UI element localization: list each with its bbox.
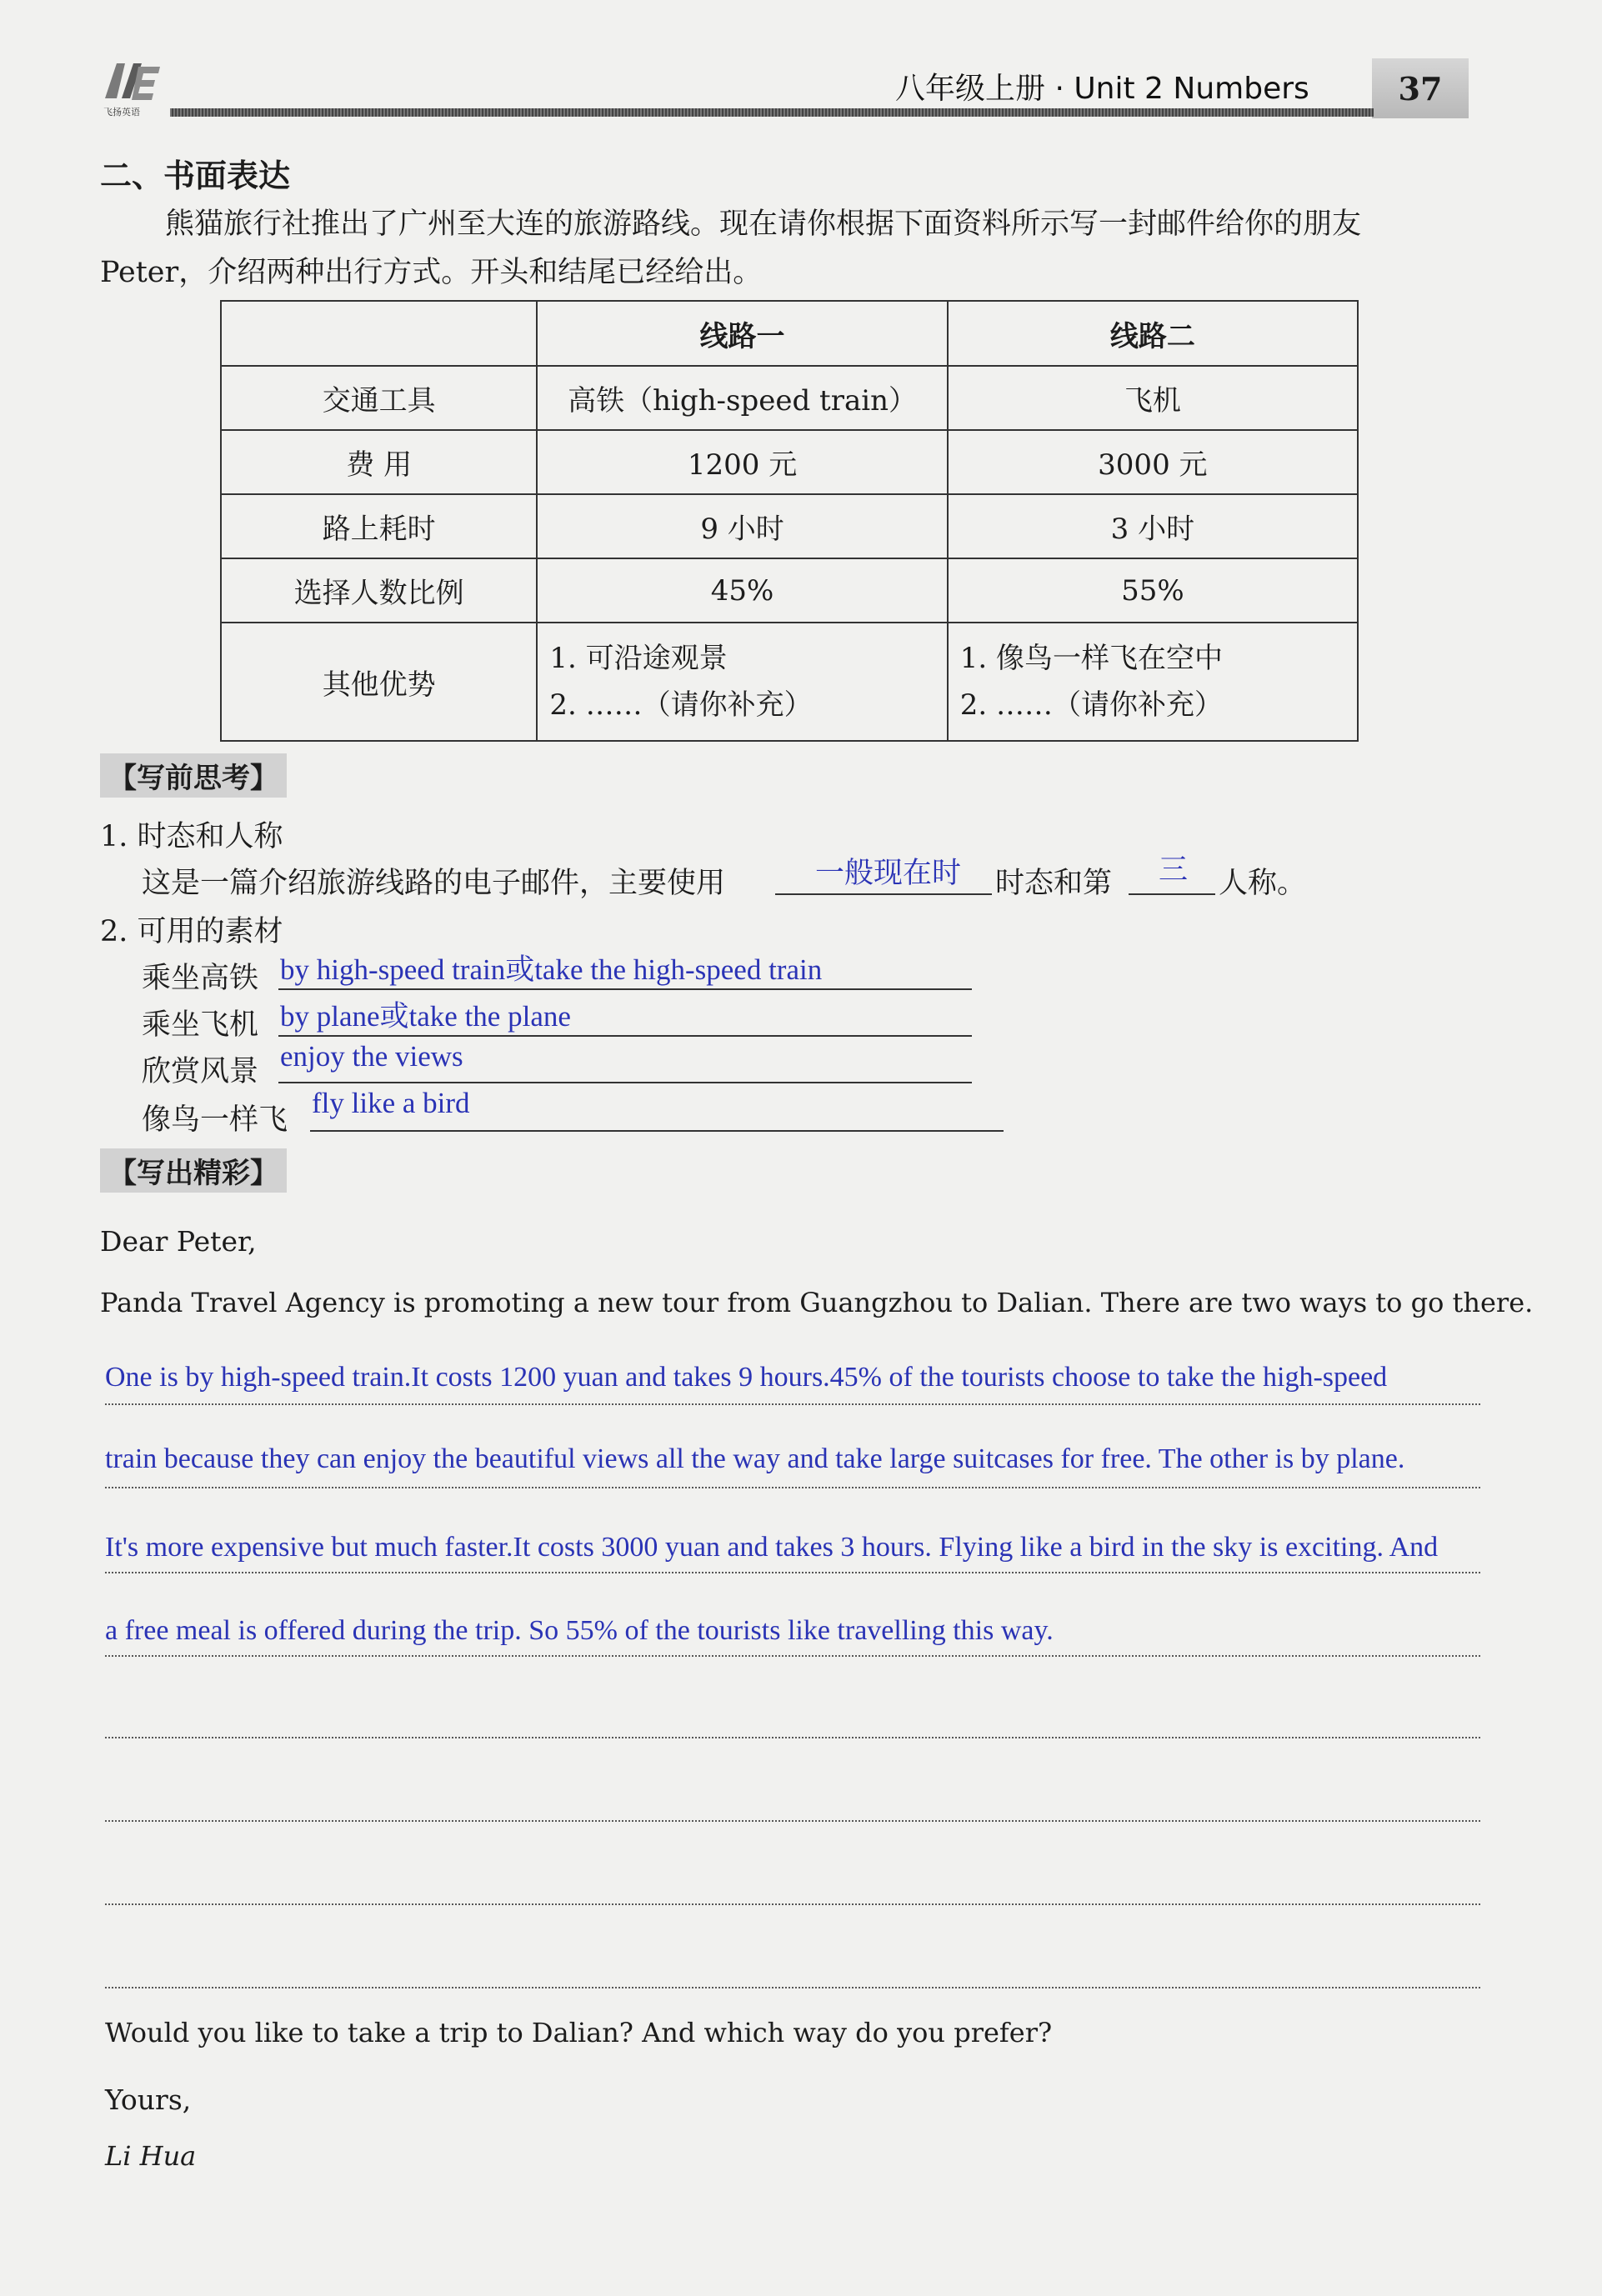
book-logo-icon — [100, 57, 167, 107]
table-row — [221, 430, 1358, 494]
q1-text-b: 时态和第 — [995, 867, 1113, 900]
material-blank[interactable] — [278, 988, 972, 990]
material-answer: enjoy the views — [280, 1040, 463, 1073]
material-cn: 乘坐飞机 — [142, 1008, 259, 1042]
section-title: 二、书面表达 — [100, 157, 291, 194]
letter-greeting: Dear Peter, — [100, 1225, 257, 1258]
header-rule — [170, 108, 1374, 117]
q1-text-c: 人称。 — [1219, 867, 1307, 900]
row-label: 选择人数比例 — [221, 558, 537, 623]
intro-line-2: Peter，介绍两种出行方式。开头和结尾已经给出。 — [100, 256, 763, 289]
tense-answer: 一般现在时 — [815, 857, 962, 889]
table-header-cell — [221, 301, 537, 366]
material-blank[interactable] — [278, 1035, 972, 1037]
row-label: 其他优势 — [221, 623, 537, 741]
logo-text: 飞扬英语 — [103, 107, 140, 118]
writing-line[interactable] — [105, 1572, 1480, 1573]
material-cn: 乘坐高铁 — [142, 962, 259, 995]
writing-tag: 【写出精彩】 — [100, 1148, 287, 1193]
material-blank[interactable] — [310, 1130, 1004, 1132]
table-row — [221, 366, 1358, 430]
route1-cell: 45% — [537, 558, 947, 623]
route2-cell: 55% — [948, 558, 1358, 623]
writing-line[interactable] — [105, 1655, 1480, 1657]
route1-cell: 高铁（high-speed train） — [537, 366, 947, 430]
intro-line-1: 熊猫旅行社推出了广州至大连的旅游路线。现在请你根据下面资料所示写一封邮件给你的朋友 — [165, 208, 1362, 241]
table-header-cell: 线路二 — [948, 301, 1358, 366]
q2-title: 2. 可用的素材 — [100, 915, 283, 948]
row-label: 交通工具 — [221, 366, 537, 430]
route1-advantages — [537, 623, 947, 741]
material-blank[interactable] — [278, 1082, 972, 1083]
material-cn: 欣赏风景 — [142, 1055, 259, 1088]
answer-line: train because they can enjoy the beautiful views all the way and take large suitcases for free. The other is by plane. — [105, 1443, 1405, 1474]
letter-sign-off: Yours, — [105, 2083, 192, 2116]
route1-cell: 9 小时 — [537, 494, 947, 558]
advantage-item: 1. 可沿途观景 — [549, 642, 728, 675]
advantage-item: 2. ……（请你补充） — [959, 688, 1223, 722]
route-comparison-table — [220, 300, 1359, 742]
page-number: 37 — [1372, 58, 1469, 118]
letter-signature: Li Hua — [105, 2140, 197, 2172]
writing-line[interactable] — [105, 1487, 1480, 1488]
writing-line[interactable] — [105, 1820, 1480, 1822]
route1-cell: 1200 元 — [537, 430, 947, 494]
route2-cell: 3 小时 — [948, 494, 1358, 558]
table-row — [221, 494, 1358, 558]
advantage-item: 1. 像鸟一样飞在空中 — [959, 642, 1223, 675]
route2-advantages — [948, 623, 1358, 741]
letter-closing-question: Would you like to take a trip to Dalian? And which way do you prefer? — [105, 2017, 1053, 2048]
route2-cell: 飞机 — [948, 366, 1358, 430]
q1-text-a: 这是一篇介绍旅游线路的电子邮件，主要使用 — [142, 867, 726, 900]
material-cn: 像鸟一样飞 — [142, 1103, 288, 1137]
material-answer: fly like a bird — [312, 1087, 470, 1119]
answer-line: One is by high-speed train.It costs 1200 yuan and takes 9 hours.45% of the tourists choose to take the high-speed — [105, 1362, 1388, 1393]
writing-line[interactable] — [105, 1903, 1480, 1905]
publisher-logo — [100, 57, 167, 120]
q1-title: 1. 时态和人称 — [100, 820, 283, 853]
letter-opening: Panda Travel Agency is promoting a new tour from Guangzhou to Dalian. There are two ways to go there. — [100, 1287, 1534, 1318]
route2-cell: 3000 元 — [948, 430, 1358, 494]
table-header-cell: 线路一 — [537, 301, 947, 366]
tense-blank[interactable] — [775, 893, 992, 895]
advantage-item: 2. ……（请你补充） — [549, 688, 813, 722]
answer-line: a free meal is offered during the trip. So 55% of the tourists like travelling this way. — [105, 1615, 1054, 1646]
writing-line[interactable] — [105, 1987, 1480, 1988]
writing-line[interactable] — [105, 1403, 1480, 1405]
table-row — [221, 558, 1358, 623]
table-row-advantages — [221, 623, 1358, 741]
running-header-title: 八年级上册 · Unit 2 Numbers — [895, 72, 1309, 106]
answer-line: It's more expensive but much faster.It costs 3000 yuan and takes 3 hours. Flying like a bird in the sky is exciting. And — [105, 1532, 1439, 1563]
person-answer: 三 — [1159, 853, 1189, 886]
task-instructions — [100, 200, 1484, 297]
prewrite-tag: 【写前思考】 — [100, 753, 287, 798]
material-answer: by plane或take the plane — [280, 1000, 571, 1033]
person-blank[interactable] — [1129, 893, 1215, 895]
row-label: 费 用 — [221, 430, 537, 494]
writing-line[interactable] — [105, 1737, 1480, 1738]
material-answer: by high-speed train或take the high-speed train — [280, 953, 823, 986]
row-label: 路上耗时 — [221, 494, 537, 558]
table-header-row — [221, 301, 1358, 366]
